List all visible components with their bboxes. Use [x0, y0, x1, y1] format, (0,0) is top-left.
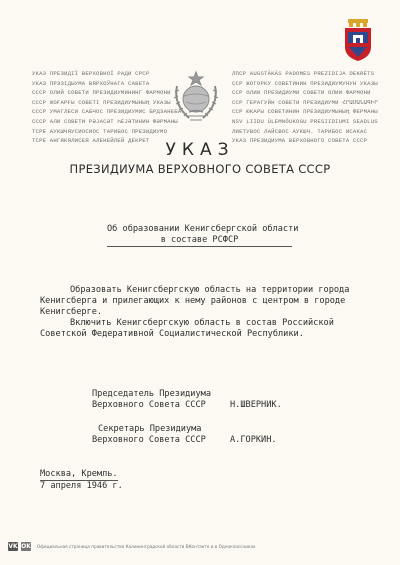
chairman-title-line-2: Верховного Совета СССР: [92, 400, 206, 410]
header-right-line: ЛИЕТУВОС ЛАЙСВОС АУКШЧ. ТАРИБОС ИСАКАС: [232, 127, 368, 135]
header-left-line: ТСРЕ АНГЯКЯЛИСЕЯ АЛЕНЕЙЛЕЙ ДЕКРЕТ: [32, 137, 150, 145]
kaliningrad-coat-of-arms-icon: [343, 19, 373, 61]
header-right-line: ССР ОЛИИ ПРЕЗИДИУМИ СОВЕТИ ОЛИИ ФАРМОНИ: [232, 89, 371, 97]
header-left-line: СССР УМАГЛЕСИ САБЧОС ПРЕЗИДИУМИС БРДЗАНЕБА: [32, 108, 182, 116]
decree-subtitle: ПРЕЗИДИУМА ВЕРХОВНОГО СОВЕТА СССР: [69, 162, 331, 176]
vk-icon[interactable]: VK: [8, 542, 18, 550]
header-right-line: ССР ГЕРАГУЙН СОВЕТИ ПРЕЗИДИУМИ ՀՐԱՄԱՆԱԳԻՐ: [232, 98, 378, 106]
secretary-title-line-2: Верховного Совета СССР: [92, 435, 206, 445]
header-left-line: СССР АЛИ СОВЕТИ РӘЈАСӘТ ҺЕЈӘТИНИН ФӘРМАНЫ: [32, 117, 178, 125]
signing-place: Москва, Кремль.: [40, 469, 118, 479]
header-left-column: [32, 69, 181, 146]
ussr-state-emblem-icon: [167, 66, 225, 126]
header-left-line: ТСРЕ АУКШЧЯУСИОСИОС ТАРИБОС ПРЕЗИДИУМО: [32, 127, 168, 135]
header-right-line: УКАЗ ПРЕЗИДИУМА ВЕРХОВНОГО СОВЕТА СССР: [232, 137, 368, 145]
ok-icon[interactable]: OK: [21, 542, 31, 550]
decree-title: УКАЗ: [165, 140, 235, 160]
footer-text: Официальная страница правительства Калининградской области ВКонтакте и в Одноклассниках: [37, 543, 256, 549]
signing-date: 7 апреля 1946 г.: [40, 481, 123, 491]
header-left-line: СССР ОЛИЙ СОВЕТИ ПРЕЗИДИУМИНИНГ ФАРМОНИ: [32, 89, 171, 97]
body-line-4: Включить Кенигсбергскую область в состав Российской: [70, 318, 334, 328]
secretary-name: А.ГОРКИН.: [230, 435, 277, 445]
footer: [8, 540, 255, 552]
body-line-5: Советской Федеративной Социалистической Республики.: [40, 329, 304, 339]
header-right-column: [232, 69, 378, 146]
subject-line-1: Об образовании Кенигсбергской области: [107, 224, 299, 234]
header-right-line: ЛПСР АUGSTĀKĀS PADOMES PREZIDIJA DEKRĒTS: [232, 70, 375, 77]
chairman-title-line-1: Председатель Президиума: [92, 389, 211, 399]
header-right-line: ССР ЖОГОРКУ СОВЕТИНИН ПРЕЗИДИУМУНУН УКАЗЫ: [232, 79, 378, 87]
chairman-name: Н.ШВЕРНИК.: [230, 400, 282, 410]
header-left-line: УКАЗ ПРЭЗІДЫУМА ВЯРХОЎНАГА САВЕТА: [32, 79, 150, 87]
body-line-1: Образовать Кенигсбергскую область на территории города: [70, 285, 350, 295]
subject-line-2: в составе РСФСР: [107, 235, 292, 247]
header-right-line: NSV LIIDU ÜLEMNÕUKOGU PRESIIDIUMI SEADLUS: [232, 117, 378, 125]
body-line-3: Кенигсберге.: [40, 307, 103, 317]
header-left-line: СССР ЖОҒАРҒЫ СОВЕТІ ПРЕЗИДИУМЫНЫҢ УКАЗЫ: [32, 98, 171, 106]
body-line-2: Кенигсберга и прилегающих к нему районов с центром в городе: [40, 296, 346, 306]
secretary-title-line-1: Секретарь Президиума: [98, 424, 202, 434]
header-right-line: ССР ЮКАРЫ СОВЕТИНИН ПРЕЗИДИУМЫНЫҢ ФЕРМАНЫ: [232, 108, 378, 116]
header-left-line: УКАЗ ПРЕЗИДІЇ ВЕРХОВНОЇ РАДИ СРСР: [32, 70, 150, 77]
